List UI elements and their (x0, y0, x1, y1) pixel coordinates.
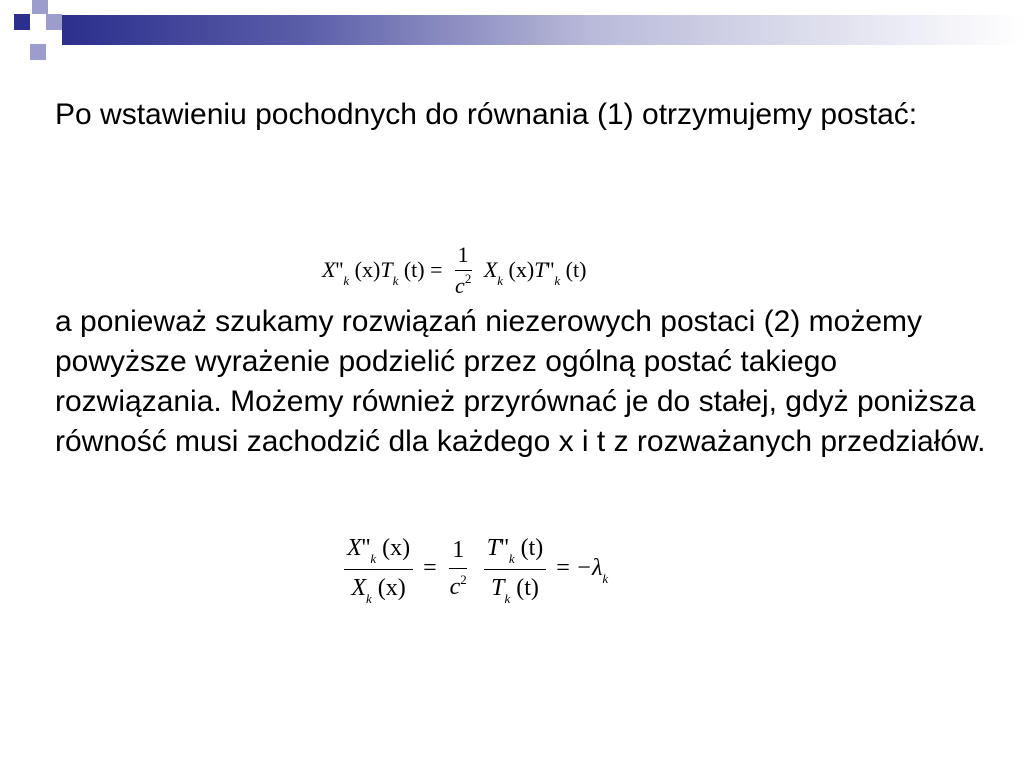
slide-decoration (0, 0, 1024, 64)
eq2-fraction-x (344, 530, 413, 609)
eq2-equals: = (423, 555, 437, 582)
deco-square-light (32, 0, 48, 14)
eq1-func-t-rhs: T (534, 257, 547, 283)
eq2-fraction-c (447, 532, 470, 608)
paragraph-explanation: a ponieważ szukamy rozwiązań niezerowych postaci (2) możemy powyższe wyrażenie podzielić przez ogólną postać takiego rozwiązania. Możemy również przyrównać je do stałej, gdyż poniższa równość musi zachodzić dla każdego x i t z rozważanych przedziałów. (55, 305, 986, 458)
eq2-frac-c-denominator (447, 569, 470, 608)
equation-separated (340, 530, 608, 609)
eq2-arg-t: (t) (520, 535, 544, 561)
eq2-power: 2 (460, 571, 467, 587)
eq1-primes-rhs: '' (546, 257, 555, 283)
eq2-index: k (508, 551, 515, 566)
eq2-primes: '' (500, 535, 509, 561)
eq2-primes: '' (361, 535, 371, 561)
eq1-arg-x-rhs: (x) (508, 257, 535, 283)
eq2-func-x: X (347, 535, 362, 561)
eq2-frac-x-denominator (348, 570, 408, 609)
eq1-index: k (554, 273, 561, 289)
eq2-func-t: T (491, 575, 505, 601)
eq1-primes: '' (335, 257, 344, 283)
eq1-index: k (497, 273, 504, 289)
eq1-func-t: T (380, 257, 393, 283)
eq1-index: k (392, 273, 399, 289)
eq1-power: 2 (464, 271, 472, 286)
eq2-rhs-lambda: −λ (575, 555, 603, 582)
equation-substituted (322, 240, 586, 304)
eq1-index: k (343, 273, 350, 289)
eq1-equals: = (430, 257, 443, 283)
deco-square-light (30, 44, 46, 60)
eq2-index: k (504, 591, 511, 606)
deco-square-light (46, 14, 62, 30)
eq2-arg-t: (t) (516, 575, 539, 601)
eq1-arg-x: (x) (354, 257, 381, 283)
eq1-frac-denominator (452, 271, 474, 304)
eq2-frac-c-numerator: 1 (449, 532, 467, 569)
eq1-func-x: X (322, 257, 336, 283)
paragraph-intro: Po wstawieniu pochodnych do równania (1) otrzymujemy postać: (55, 98, 918, 131)
eq2-arg-x: (x) (382, 535, 411, 561)
eq1-c: c (455, 273, 465, 298)
eq2-arg-x: (x) (377, 575, 406, 601)
deco-square-dark (14, 14, 30, 30)
eq1-fraction (452, 240, 474, 304)
eq1-func-x-rhs: X (483, 257, 498, 283)
eq2-c: c (449, 573, 461, 600)
eq2-index: k (366, 591, 372, 606)
eq2-fraction-t (484, 530, 546, 609)
eq2-index: k (370, 551, 377, 566)
eq2-frac-x-numerator (344, 530, 413, 570)
eq2-frac-t-denominator (488, 570, 542, 609)
eq2-func-x: X (351, 575, 366, 601)
eq2-frac-t-numerator (484, 530, 546, 570)
eq2-func-t: T (486, 535, 501, 561)
deco-gradient-bar (62, 15, 1024, 45)
eq2-index: k (602, 571, 609, 587)
eq2-equals: = (556, 555, 570, 582)
eq1-frac-numerator: 1 (455, 240, 472, 271)
eq1-arg-t-rhs: (t) (565, 257, 587, 283)
eq1-arg-t: (t) (403, 257, 425, 283)
